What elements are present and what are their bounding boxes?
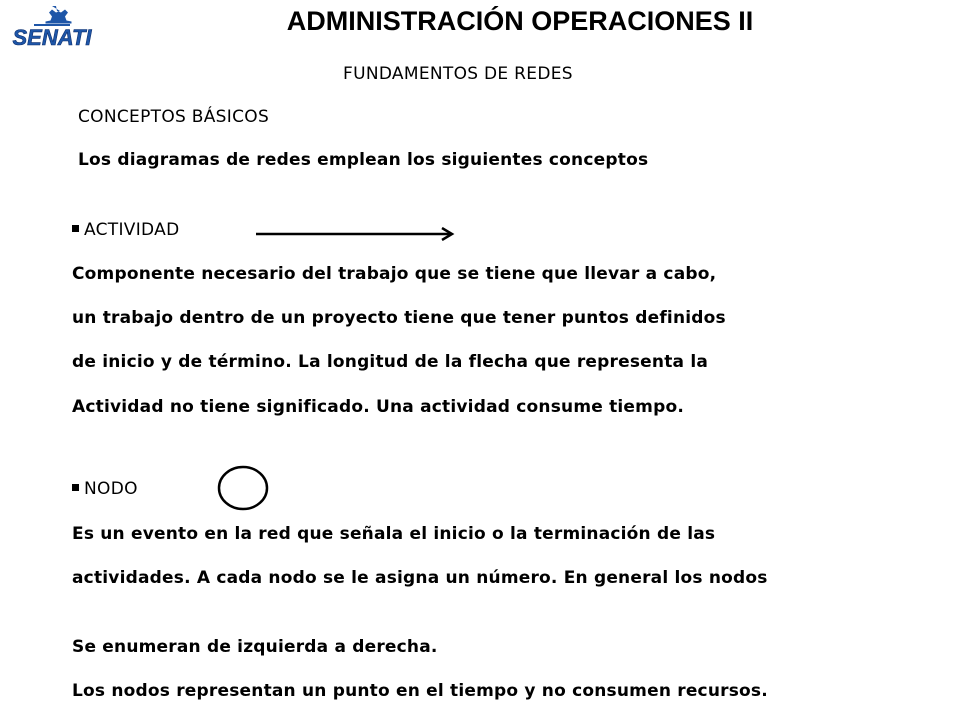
page-subtitle: FUNDAMENTOS DE REDES — [343, 64, 573, 84]
bullet-square-icon — [72, 225, 79, 232]
bullet-nodo — [72, 479, 138, 499]
nodo-line-4: Los nodos representan un punto en el tiempo y no consumen recursos. — [72, 681, 768, 701]
actividad-line-4: Actividad no tiene significado. Una actividad consume tiempo. — [72, 397, 684, 417]
actividad-line-3: de inicio y de término. La longitud de la flecha que representa la — [72, 352, 709, 372]
nodo-line-2: actividades. A cada nodo se le asigna un número. En general los nodos — [72, 568, 768, 588]
svg-text:SENATI: SENATI — [12, 25, 92, 50]
page-title: ADMINISTRACIÓN OPERACIONES II — [286, 6, 754, 36]
actividad-line-2: un trabajo dentro de un proyecto tiene que tener puntos definidos — [72, 308, 726, 328]
bullet-square-icon — [72, 484, 79, 491]
bullet-actividad — [72, 220, 179, 240]
nodo-label: NODO — [84, 479, 138, 499]
actividad-line-1: Componente necesario del trabajo que se tiene que llevar a cabo, — [72, 264, 717, 284]
arrow-icon — [254, 226, 460, 245]
section-intro: Los diagramas de redes emplean los siguientes conceptos — [78, 150, 649, 170]
section-heading: CONCEPTOS BÁSICOS — [78, 107, 270, 127]
nodo-line-1: Es un evento en la red que señala el inicio o la terminación de las — [72, 524, 716, 544]
actividad-label: ACTIVIDAD — [84, 220, 180, 240]
nodo-line-3: Se enumeran de izquierda a derecha. — [72, 637, 438, 657]
circle-node-icon — [216, 464, 272, 516]
